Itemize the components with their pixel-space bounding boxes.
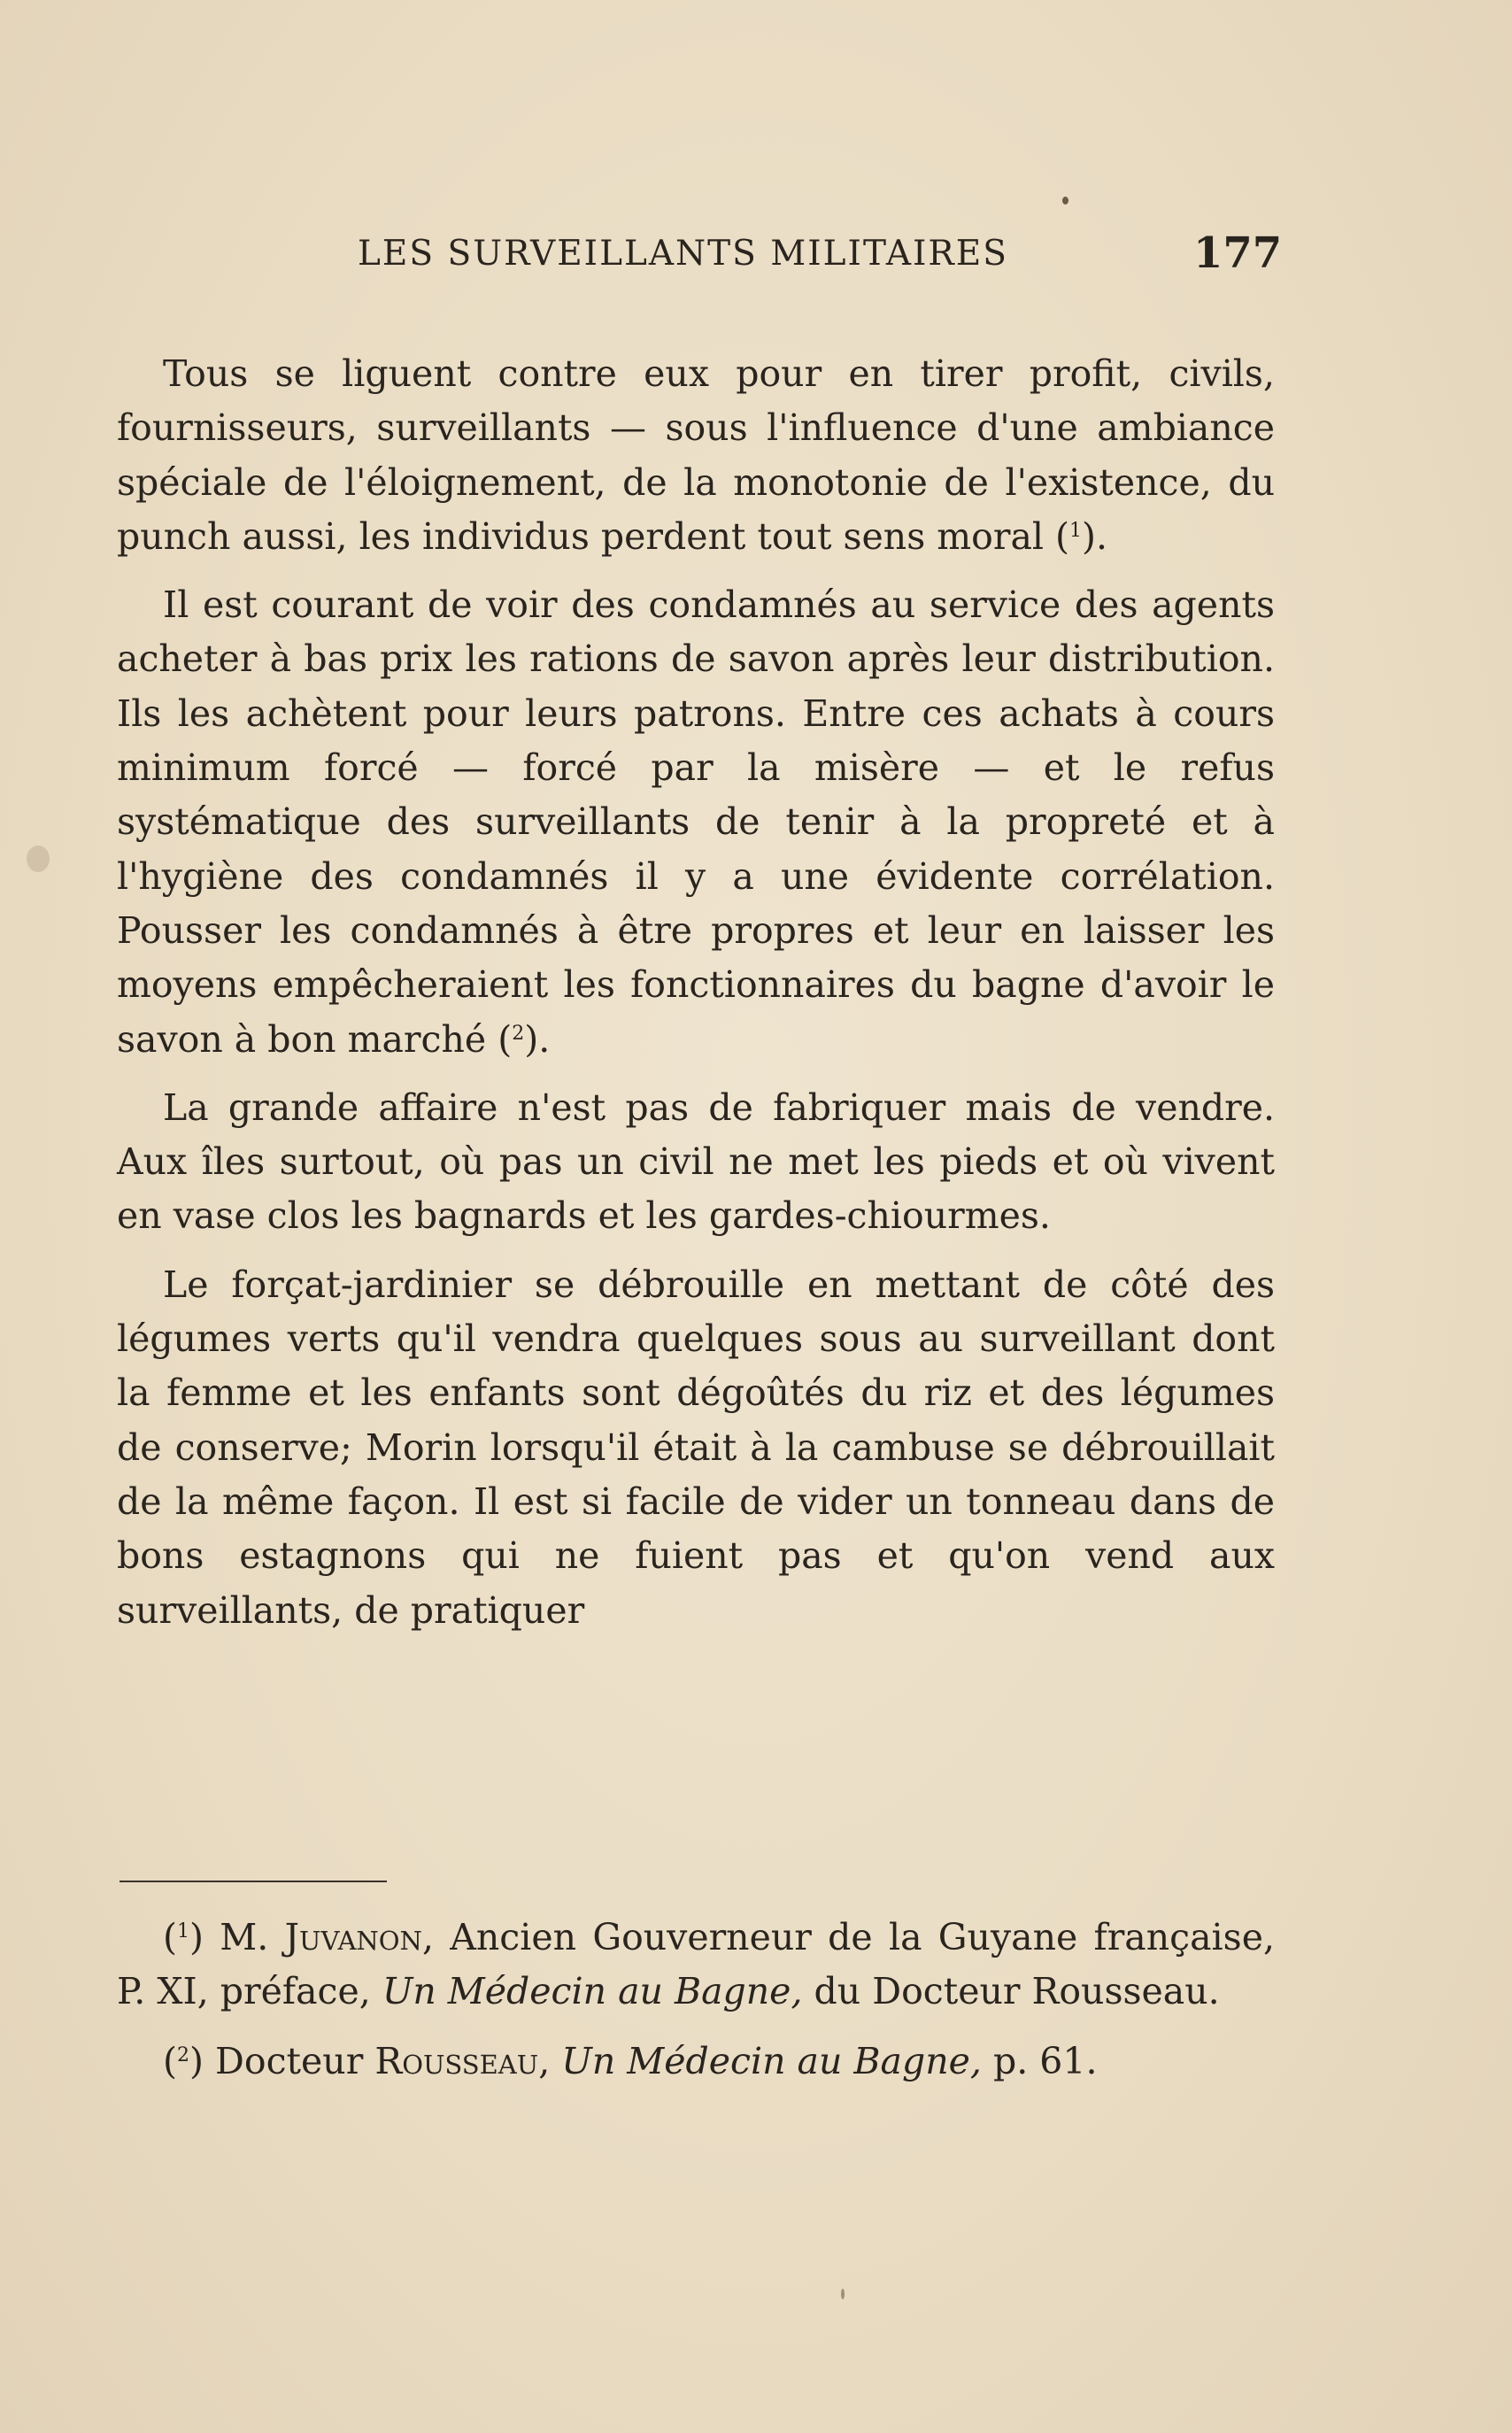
running-title: LES SURVEILLANTS MILITAIRES: [358, 234, 1008, 274]
footnotes: [117, 1911, 1275, 2105]
paper-speck: [1062, 197, 1068, 205]
footnote-ref: 2: [512, 1022, 525, 1045]
paper-speck: [841, 2289, 845, 2299]
body-text: [117, 347, 1275, 1652]
footnote: ($^2$) Docteur Rousseau, Un Médecin au Bagne, p. 61.: [163, 2040, 1098, 2082]
paragraph: Le forçat-jardinier se débrouille en mettant de côté des légumes verts qu'il vendra quelques sous au surveillant dont la femme et les enfants sont dégoûtés du riz et des légumes de conserve; Morin lorsqu'il était à la cambuse se débrouillait de la même façon. Il est si facile de vider un tonneau dans de bons estagnons qui ne fuient pas et qu'on vend aux surveillants, de pratiquer: [117, 1263, 1275, 1632]
paragraph: La grande affaire n'est pas de fabriquer mais de vendre. Aux îles surtout, où pas un civil ne met les pieds et où vivent en vase clos les bagnards et les gardes-chiourmes.: [117, 1085, 1275, 1238]
footnote: ($^1$) M. Juvanon, Ancien Gouverneur de la Guyane française, P. XI, préface, Un Médecin au Bagne, du Docteur Rousseau.: [117, 1916, 1276, 2012]
page-number: 177: [1193, 228, 1283, 278]
footnote-rule: [120, 1881, 387, 1882]
paragraph: Tous se liguent contre eux pour en tirer profit, civils, fournisseurs, surveillants — sous l'influence d'une ambiance spéciale de l'éloignement, de la monotonie de l'existence, du punch aussi, les individus perdent tout sens moral ($^1$).: [117, 352, 1275, 558]
page-header: [0, 228, 1512, 282]
footnote-ref: 1: [1069, 519, 1083, 542]
paper-speck: [27, 846, 50, 872]
paragraph: Il est courant de voir des condamnés au service des agents acheter à bas prix les rations de savon après leur distribution. Ils les achètent pour leurs patrons. Entre ces achats à cours minimum forcé — forcé par la misère — et le refus systématique des surveillants de tenir à la propreté et à l'hygiène des condamnés il y a une évidente corrélation. Pousser les condamnés à être propres et leur en laisser les moyens empêcheraient les fonctionnaires du bagne d'avoir le savon à bon marché ($^2$).: [117, 583, 1275, 1061]
